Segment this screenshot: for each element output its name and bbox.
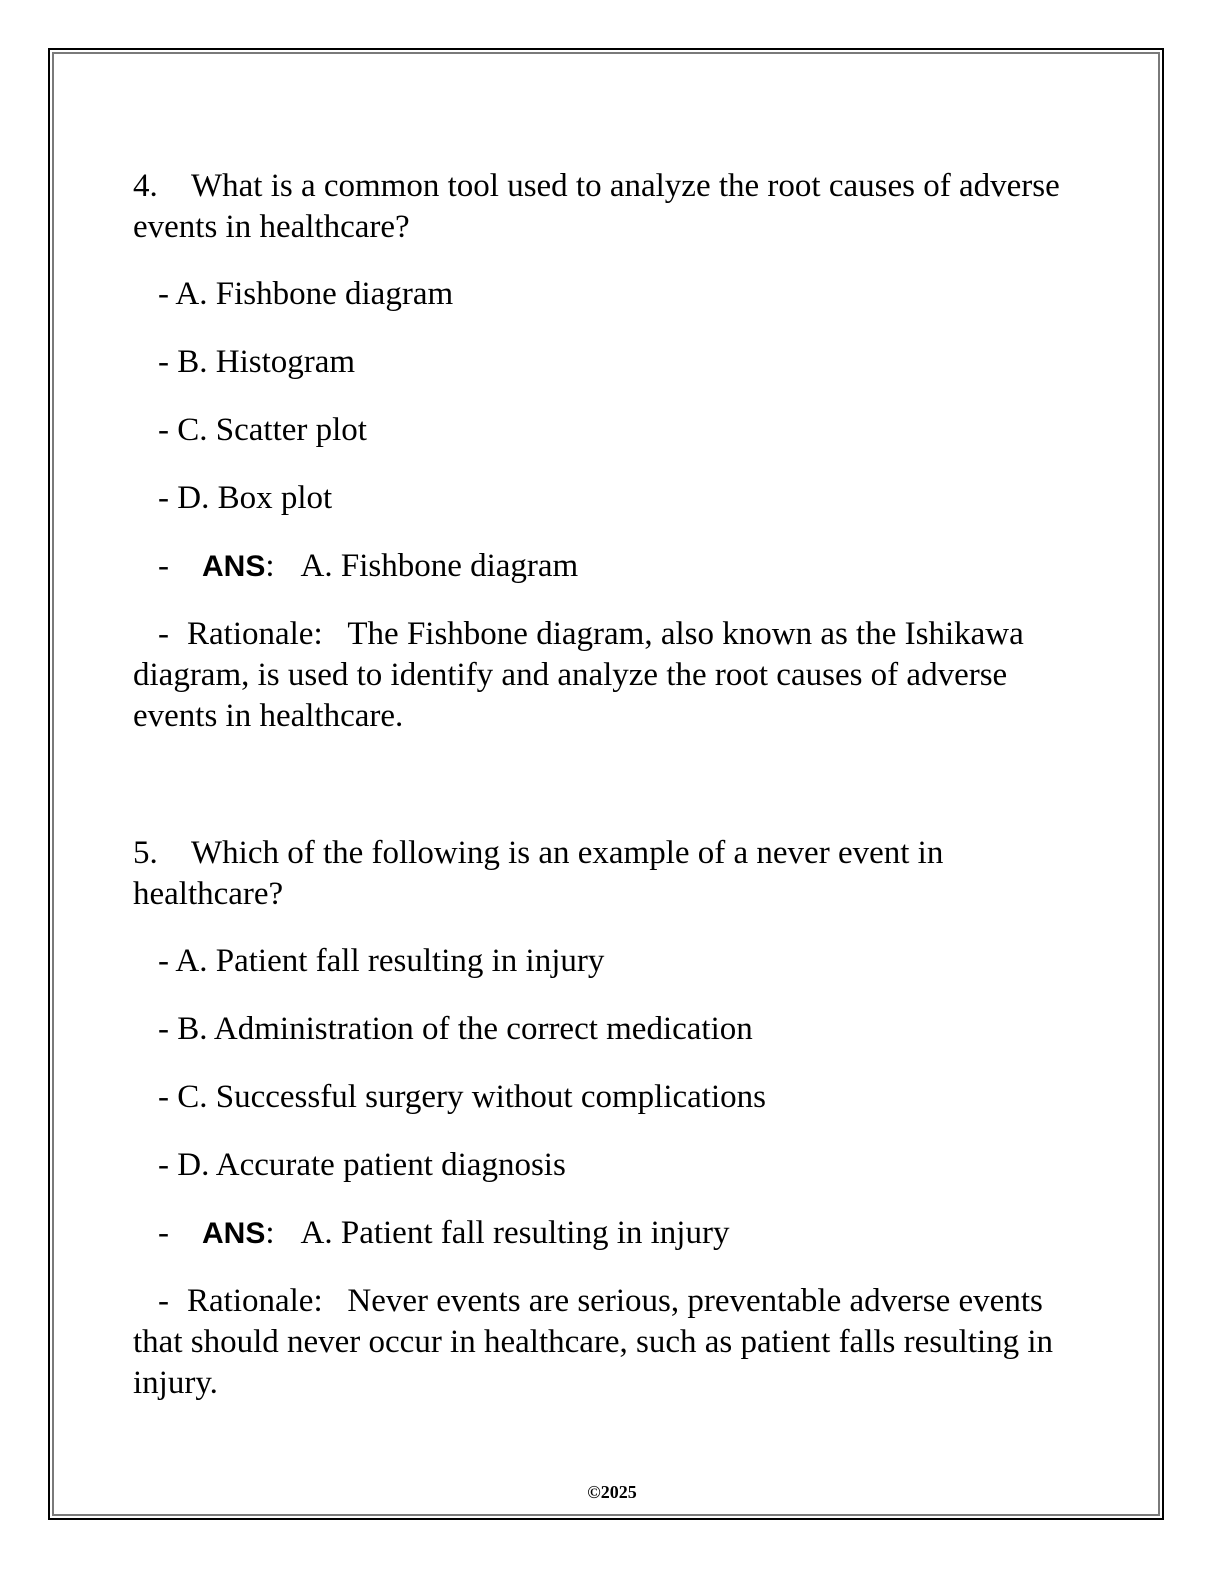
question-block	[133, 166, 1078, 737]
rationale-label: Rationale:	[187, 616, 323, 652]
question-number: 4.	[133, 168, 158, 204]
copyright-footer: ©2025	[587, 1482, 637, 1502]
rationale: - Rationale: The Fishbone diagram, also known as the Ishikawa diagram, is used to identify and analyze the root causes of adverse events in healthcare.	[133, 616, 1024, 734]
document-body	[133, 166, 1078, 1404]
question-number: 5.	[133, 835, 158, 871]
ans-label: ANS	[202, 1217, 266, 1250]
answer-option: - B. Administration of the correct medication	[158, 1011, 753, 1047]
question-stem: Which of the following is an example of a never event in healthcare?	[133, 835, 944, 912]
answer-option: - A. Patient fall resulting in injury	[158, 943, 605, 979]
answer-option: - C. Successful surgery without complications	[158, 1079, 766, 1115]
question-text	[133, 166, 1078, 248]
question-block	[133, 833, 1078, 1404]
rationale-text: The Fishbone diagram, also known as the Ishikawa diagram, is used to identify and analyze the root causes of adverse events in healthcare.	[133, 616, 1024, 734]
answer-option: - D. Accurate patient diagnosis	[158, 1147, 566, 1183]
question-stem: What is a common tool used to analyze the root causes of adverse events in healthcare?	[133, 168, 1060, 245]
ans-label: ANS	[202, 550, 266, 583]
answer-option: - B. Histogram	[158, 344, 356, 380]
answer-value: A. Fishbone diagram	[300, 548, 579, 584]
answer-line: - ANS: A. Fishbone diagram	[158, 548, 579, 584]
rationale: - Rationale: Never events are serious, preventable adverse events that should never occur in healthcare, such as patient falls resulting in injury.	[133, 1283, 1054, 1401]
answer-value: A. Patient fall resulting in injury	[300, 1215, 730, 1251]
question-text	[133, 833, 1078, 915]
answer-option: - D. Box plot	[158, 480, 333, 516]
answer-option: - A. Fishbone diagram	[158, 276, 454, 312]
answer-option: - C. Scatter plot	[158, 412, 367, 448]
rationale-label: Rationale:	[187, 1283, 323, 1319]
answer-line: - ANS: A. Patient fall resulting in injury	[158, 1215, 730, 1251]
rationale-text: Never events are serious, preventable adverse events that should never occur in healthcare, such as patient falls resulting in injury.	[133, 1283, 1054, 1401]
